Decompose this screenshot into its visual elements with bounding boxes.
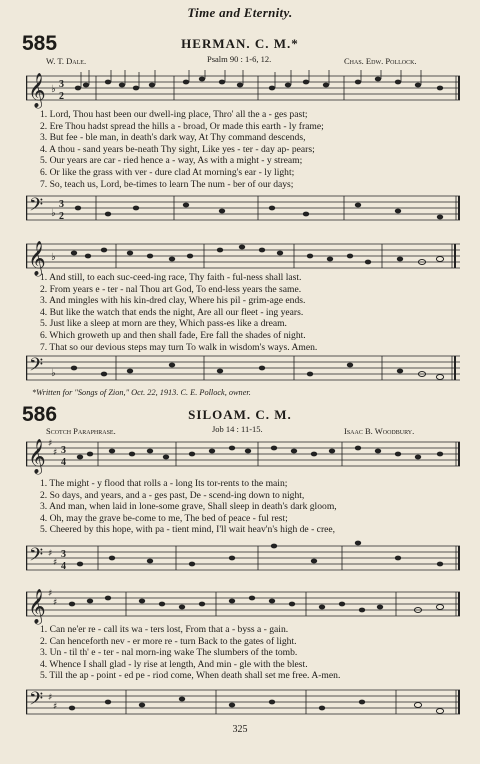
svg-text:4: 4 — [61, 561, 66, 572]
bass-staff — [26, 352, 460, 388]
footnote: *Written for "Songs of Zion," Oct. 22, 1913. C. E. Pollock, owner. — [32, 388, 251, 397]
svg-text:𝄢: 𝄢 — [29, 355, 44, 380]
verse-line: 5. Till the ap - point - ed pe - riod come, When death shall set me free. A-men. — [40, 670, 341, 682]
verse-line: 2. So days, and years, and a - ges past, De - scend-ing down to night, — [40, 489, 305, 501]
svg-text:♭: ♭ — [51, 84, 56, 95]
verse-line: 2. From years e - ter - nal Thou art God, To end-less years the same. — [40, 283, 302, 295]
svg-text:♯: ♯ — [53, 558, 58, 568]
verse-block — [40, 478, 337, 536]
treble-staff — [26, 586, 460, 626]
svg-text:3: 3 — [61, 549, 66, 560]
verse-line: 5. Just like a sleep at morn are they, Which pass-es like a dream. — [40, 318, 287, 330]
treble-staff — [26, 436, 460, 476]
svg-text:♯: ♯ — [48, 549, 53, 559]
verse-line: 1. The might - y flood that rolls a - long Its tor-rents to the main; — [40, 478, 288, 489]
text-author: W. T. Dale. — [46, 56, 87, 66]
verse-line: 7. So, teach us, Lord, be-times to learn The num - ber of our days; — [40, 178, 294, 190]
verse-line: 3. Un - til th' e - ter - nal morn-ing wake The slumbers of the tomb. — [40, 647, 298, 659]
verse-block — [40, 109, 324, 190]
svg-text:♯: ♯ — [48, 589, 53, 599]
bass-staff — [26, 684, 460, 722]
bass-staff — [26, 540, 460, 580]
composer: Isaac B. Woodbury. — [344, 426, 415, 436]
svg-text:♭: ♭ — [51, 208, 56, 219]
running-header: Time and Eternity. — [187, 5, 293, 20]
verse-line: 5. Cheered by this hope, with pa - tient mind, I'll wait heav'n's high de - cree, — [40, 524, 336, 536]
verse-line: 1. Can ne'er re - call its wa - ters lost, From that a - byss a - gain. — [40, 624, 289, 635]
composer: Chas. Edw. Pollock. — [344, 56, 417, 66]
verse-line: 1. Lord, Thou hast been our dwell-ing place, Thro' all the a - ges past; — [40, 109, 308, 120]
svg-text:4: 4 — [61, 457, 66, 468]
page-number: 325 — [232, 724, 248, 735]
svg-text:3: 3 — [59, 79, 64, 90]
scripture-reference: Psalm 90 : 1-6, 12. — [207, 54, 272, 64]
svg-text:2: 2 — [59, 91, 64, 102]
svg-text:3: 3 — [59, 199, 64, 210]
verse-block — [40, 624, 340, 682]
bass-staff — [26, 190, 460, 230]
verse-line: 4. A thou - sand years be-neath Thy sight, Like yes - ter - day ap- pears; — [40, 143, 315, 155]
svg-text:♯: ♯ — [53, 702, 58, 712]
tune-title: SILOAM. C. M. — [188, 407, 292, 422]
verse-line: 2. Ere Thou hadst spread the hills a - broad, Or made this earth - ly frame; — [40, 120, 324, 132]
svg-text:𝄢: 𝄢 — [29, 689, 44, 714]
svg-text:♯: ♯ — [53, 598, 58, 608]
verse-line: 4. Whence I shall glad - ly rise at length, And min - gle with the blest. — [40, 658, 308, 670]
verse-line: 3. But fee - ble man, in death's dark way, At Thy command descends, — [40, 132, 306, 144]
svg-text:𝄞: 𝄞 — [28, 241, 46, 276]
verse-line: 1. And still, to each suc-ceed-ing race, Thy faith - ful-ness shall last. — [40, 272, 302, 283]
svg-text:𝄢: 𝄢 — [29, 195, 44, 220]
verse-line: 2. Can henceforth nev - er more re - turn Back to the gates of light. — [40, 635, 297, 647]
svg-text:♯: ♯ — [48, 693, 53, 703]
svg-text:♯: ♯ — [53, 448, 58, 458]
svg-text:♭: ♭ — [51, 368, 56, 379]
scripture-reference: Job 14 : 11-15. — [212, 424, 263, 434]
hymn-number: 585 — [22, 32, 58, 55]
svg-text:𝄞: 𝄞 — [28, 439, 46, 474]
verse-line: 6. Or like the grass with ver - dure clad At morning's ear - ly light; — [40, 166, 295, 178]
verse-line: 3. And mingles with his kin-dred clay, Where his pil - grim-age ends. — [40, 295, 306, 307]
verse-block — [40, 272, 317, 353]
verse-line: 3. And man, when laid in lone-some grave, Shall sleep in death's dark gloom, — [40, 501, 337, 513]
tune-title: HERMAN. C. M.* — [181, 36, 299, 51]
svg-text:♭: ♭ — [51, 252, 56, 263]
svg-text:2: 2 — [59, 211, 64, 222]
verse-line: 5. Our years are car - ried hence a - way, As with a might - y stream; — [40, 155, 303, 167]
svg-text:𝄢: 𝄢 — [29, 545, 44, 570]
verse-line: 4. But like the watch that ends the night, Are all our fleet - ing years. — [40, 306, 304, 318]
treble-staff — [26, 70, 460, 110]
verse-line: 7. That so our devious steps may turn To walk in wisdom's ways. Amen. — [40, 341, 318, 353]
svg-text:♯: ♯ — [48, 439, 53, 449]
svg-text:𝄞: 𝄞 — [28, 589, 46, 624]
verse-line: 6. Which groweth up and then shall fade, Ere fall the shades of night. — [40, 329, 306, 341]
svg-text:𝄞: 𝄞 — [28, 73, 46, 108]
hymn-number: 586 — [22, 403, 58, 426]
svg-text:3: 3 — [61, 445, 66, 456]
verse-line: 4. Oh, may the grave be-come to me, The bed of peace - ful rest; — [40, 512, 288, 524]
text-author: Scotch Paraphrase. — [46, 426, 116, 436]
